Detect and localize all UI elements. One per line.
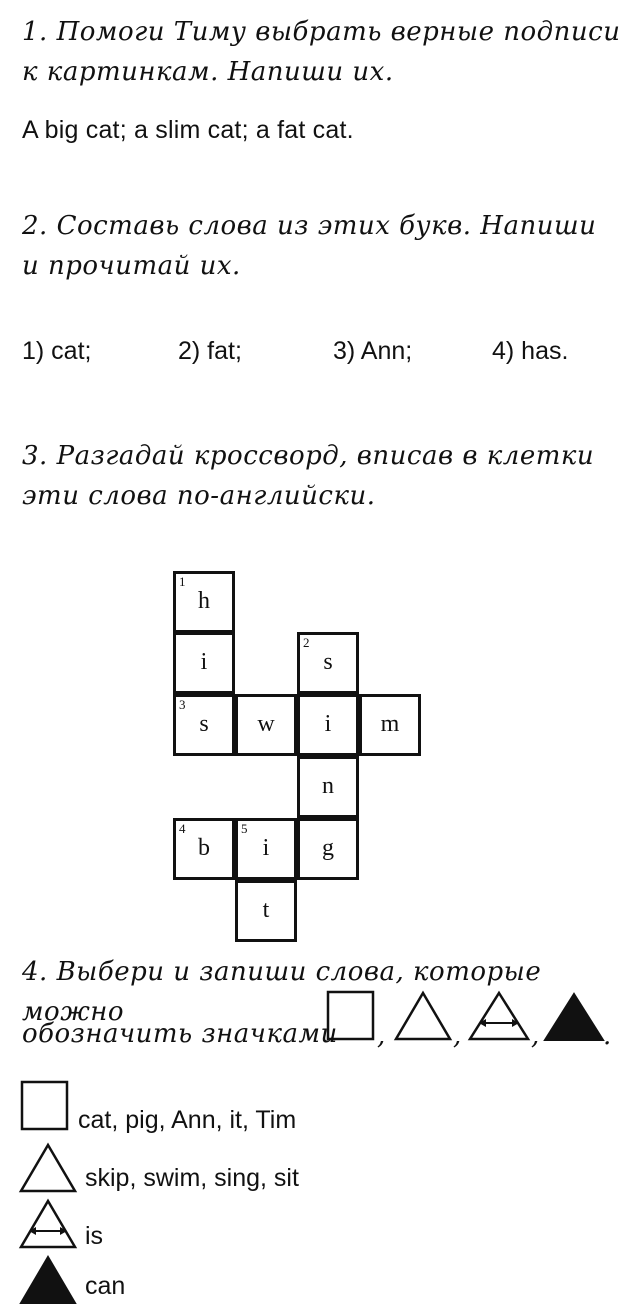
task-1-line-1: 1. Помоги Тиму выбрать верные подписи (22, 17, 621, 47)
triangle-filled-icon (18, 1254, 78, 1306)
crossword-cell (173, 632, 235, 694)
cell-letter: t (262, 897, 270, 923)
cell-letter: n (322, 773, 334, 799)
task-2-answer-3: 3) Ann; (333, 337, 413, 365)
comma-separator: , (377, 1021, 386, 1051)
clue-number: 5 (241, 821, 248, 836)
comma-separator: , (453, 1021, 462, 1051)
task-1-answer: A big cat; a slim cat; a fat cat. (22, 116, 354, 144)
legend-filled-triangle-words: can (85, 1272, 126, 1300)
clue-number: 1 (179, 574, 186, 589)
crossword-cell (297, 818, 359, 880)
task-4-line-2 (22, 1014, 338, 1054)
task-3-line-1: 3. Разгадай кроссворд, вписав в клетки (22, 441, 595, 471)
triangle-arrow-icon (467, 990, 531, 1042)
crossword-cell (235, 818, 297, 880)
cell-letter: s (323, 649, 333, 675)
task-2-answer-2: 2) fat; (178, 337, 242, 365)
task-3-line-2: эти слова по-английски. (22, 481, 376, 511)
cell-letter: i (200, 649, 208, 675)
crossword-cell (297, 632, 359, 694)
task-1-instruction (22, 12, 620, 92)
crossword-cell (297, 756, 359, 818)
triangle-arrow-icon (18, 1198, 78, 1250)
crossword-cell (235, 694, 297, 756)
task-4-line-1: 4. Выбери и запиши слова, которые можно (22, 957, 542, 1027)
task-2-line-2: и прочитай их. (22, 251, 241, 281)
legend-arrow-triangle-words: is (85, 1222, 104, 1250)
clue-number: 3 (179, 697, 186, 712)
triangle-filled-icon (543, 992, 605, 1042)
task-2-instruction (22, 206, 596, 286)
crossword-cell (297, 694, 359, 756)
triangle-outline-icon (18, 1142, 78, 1194)
cell-letter: w (257, 711, 275, 737)
comma-separator: , (531, 1021, 540, 1051)
square-icon (20, 1080, 70, 1132)
legend-square-words: cat, pig, Ann, it, Tim (78, 1106, 297, 1134)
crossword-cell (235, 880, 297, 942)
task-3-instruction (22, 436, 594, 516)
task-4-line-2-text: обозначить значками (22, 1019, 338, 1049)
period-separator: . (603, 1021, 612, 1051)
task-2-answer-4: 4) has. (492, 337, 569, 365)
cell-letter: i (262, 835, 270, 861)
crossword-cell (173, 818, 235, 880)
task-2-answer-1: 1) cat; (22, 337, 92, 365)
cell-letter: s (199, 711, 209, 737)
square-icon (326, 990, 376, 1042)
crossword-cell (173, 694, 235, 756)
cell-letter: i (324, 711, 332, 737)
cell-letter: b (198, 835, 210, 861)
cell-letter: g (322, 835, 334, 861)
task-2-line-1: 2. Составь слова из этих букв. Напиши (22, 211, 597, 241)
task-1-line-2: к картинкам. Напиши их. (22, 57, 394, 87)
crossword-cell (173, 571, 235, 633)
clue-number: 2 (303, 635, 310, 650)
clue-number: 4 (179, 821, 186, 836)
cell-letter: m (380, 711, 400, 737)
legend-triangle-words: skip, swim, sing, sit (85, 1164, 299, 1192)
triangle-outline-icon (393, 990, 453, 1042)
crossword-cell (359, 694, 421, 756)
cell-letter: h (198, 588, 210, 614)
